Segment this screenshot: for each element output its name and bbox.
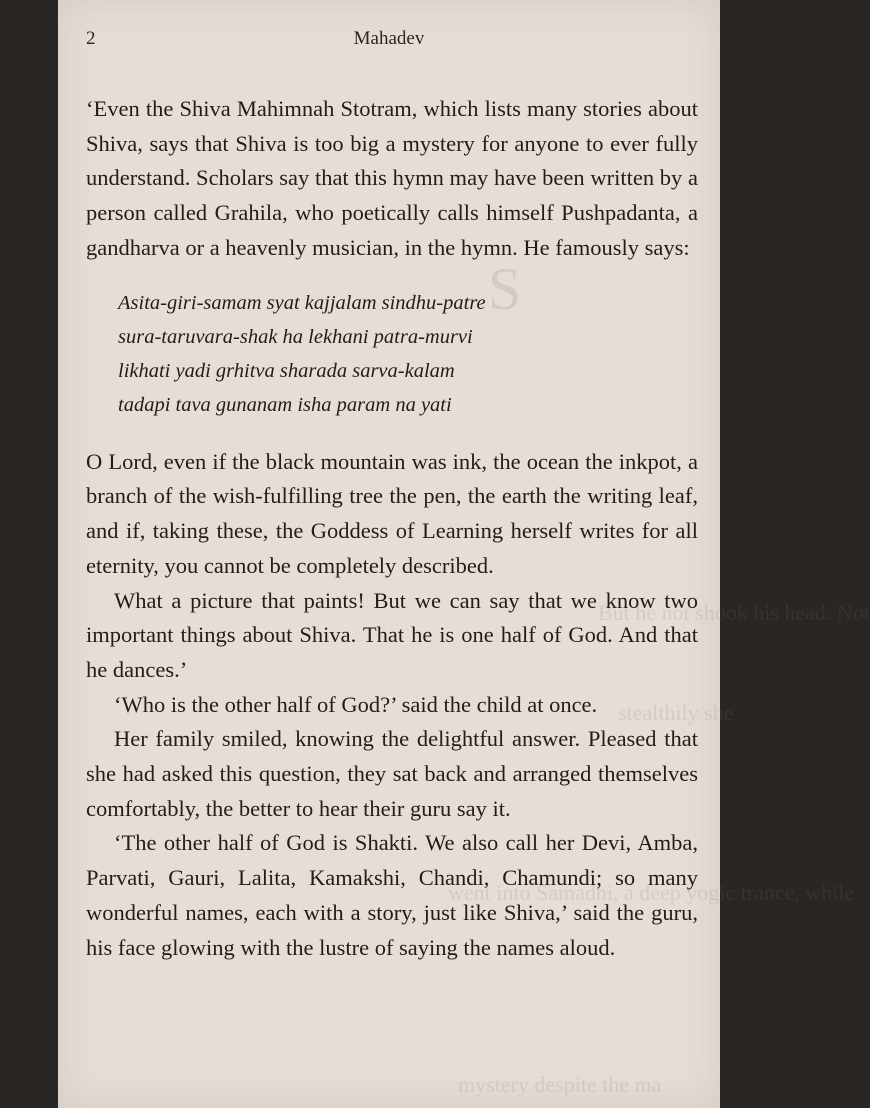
show-through-text: mystery despite the ma: [458, 1072, 662, 1097]
running-head: [86, 28, 692, 54]
page-number: 2: [86, 28, 96, 49]
paragraph-translation: O Lord, even if the black mountain was ink, the ocean the inkpot, a branch of the wish-fulfilling tree the pen, the earth the writing leaf, and if, taking these, the Goddess of Learning herself writes for all eternity, you cannot be completely described.: [86, 448, 698, 578]
show-through-text: But he not shook his head. Not: [598, 600, 870, 625]
show-through-text: S: [488, 256, 522, 322]
running-title: Mahadev: [353, 28, 425, 49]
verse-line: sura-taruvara-shak ha lekhani patra-murvi: [118, 325, 473, 348]
verse-line: Asita-giri-samam syat kajjalam sindhu-patre: [118, 291, 486, 314]
body-text: [86, 92, 698, 965]
paragraph-picture: What a picture that paints! But we can say that we know two important things about Shiva. That he is one half of God. And that he dances.’: [86, 587, 698, 682]
paragraph-question: ‘Who is the other half of God?’ said the child at once.: [114, 691, 598, 717]
sanskrit-verse: [118, 286, 698, 423]
paragraph-intro: ‘Even the Shiva Mahimnah Stotram, which lists many stories about Shiva, says that Shiva is too big a mystery for anyone to ever fully understand. Scholars say that this hymn may have been written by a person called Grahila, who poetically calls himself Pushpadanta, a gandharva or a heavenly musician, in the hymn. He famously says:: [86, 96, 698, 260]
verse-line: tadapi tava gunanam isha param na yati: [118, 394, 452, 417]
show-through-text: stealthily she: [618, 700, 734, 725]
paragraph-shakti: ‘The other half of God is Shakti. We also call her Devi, Amba, Parvati, Gauri, Lalita, Kamakshi, Chandi, Chamundi; so many wonderful names, each with a story, just like Shiva,’ said the guru, his face glowing with the lustre of saying the names aloud.: [86, 830, 698, 960]
book-page: [58, 0, 870, 1108]
paragraph-family: Her family smiled, knowing the delightful answer. Pleased that she had asked this question, they sat back and arranged themselves comfortably, the better to hear their guru say it.: [86, 726, 698, 821]
show-through-text: went into Samadhi, a deep yogic trance, while: [448, 880, 855, 905]
verse-line: likhati yadi grhitva sharada sarva-kalam: [118, 360, 455, 383]
